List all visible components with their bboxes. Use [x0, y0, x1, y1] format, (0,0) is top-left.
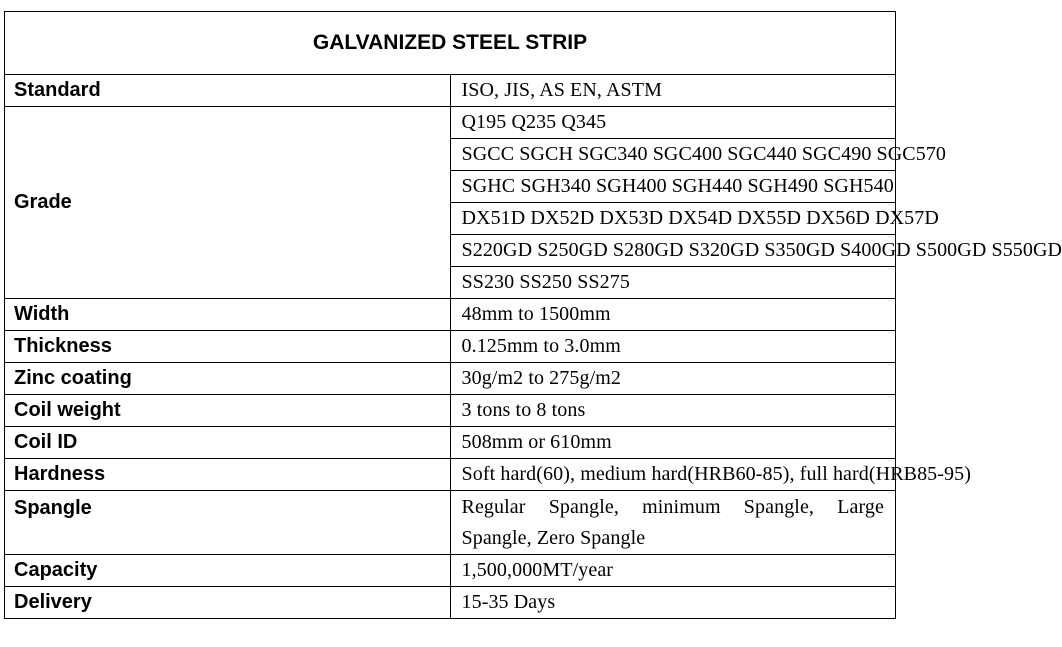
row-value-spangle: Regular Spangle, minimum Spangle, Large Spangle, Zero Spangle	[450, 491, 896, 555]
table-row	[5, 491, 896, 555]
row-label-thickness: Thickness	[5, 331, 451, 363]
table-row	[5, 75, 896, 107]
table-row	[5, 331, 896, 363]
row-value-thickness: 0.125mm to 3.0mm	[450, 331, 896, 363]
row-label-width: Width	[5, 299, 451, 331]
grade-value: SS230 SS250 SS275	[450, 267, 896, 299]
row-label-grade: Grade	[5, 107, 451, 299]
row-value-delivery: 15-35 Days	[450, 587, 896, 619]
row-value-capacity: 1,500,000MT/year	[450, 555, 896, 587]
row-label-capacity: Capacity	[5, 555, 451, 587]
table-row	[5, 363, 896, 395]
grade-value: S220GD S250GD S280GD S320GD S350GD S400GD S500GD S550GD	[450, 235, 896, 267]
grade-value: SGCC SGCH SGC340 SGC400 SGC440 SGC490 SGC570	[450, 139, 896, 171]
table-row	[5, 107, 896, 139]
table-title: GALVANIZED STEEL STRIP	[5, 12, 896, 75]
table-row	[5, 587, 896, 619]
row-label-delivery: Delivery	[5, 587, 451, 619]
row-label-hardness: Hardness	[5, 459, 451, 491]
row-value-coil-id: 508mm or 610mm	[450, 427, 896, 459]
row-value-width: 48mm to 1500mm	[450, 299, 896, 331]
title-row	[5, 12, 896, 75]
grade-value: SGHC SGH340 SGH400 SGH440 SGH490 SGH540	[450, 171, 896, 203]
grade-value: DX51D DX52D DX53D DX54D DX55D DX56D DX57D	[450, 203, 896, 235]
row-label-coil-weight: Coil weight	[5, 395, 451, 427]
table-row	[5, 459, 896, 491]
table-row	[5, 555, 896, 587]
row-value-standard: ISO, JIS, AS EN, ASTM	[450, 75, 896, 107]
row-value-coil-weight: 3 tons to 8 tons	[450, 395, 896, 427]
table-row	[5, 395, 896, 427]
row-label-spangle: Spangle	[5, 491, 451, 555]
row-value-zinc-coating: 30g/m2 to 275g/m2	[450, 363, 896, 395]
table-row	[5, 427, 896, 459]
row-label-zinc-coating: Zinc coating	[5, 363, 451, 395]
grade-value: Q195 Q235 Q345	[450, 107, 896, 139]
spec-table	[4, 11, 1062, 619]
row-value-hardness: Soft hard(60), medium hard(HRB60-85), full hard(HRB85-95)	[450, 459, 896, 491]
row-label-standard: Standard	[5, 75, 451, 107]
row-label-coil-id: Coil ID	[5, 427, 451, 459]
table-row	[5, 299, 896, 331]
